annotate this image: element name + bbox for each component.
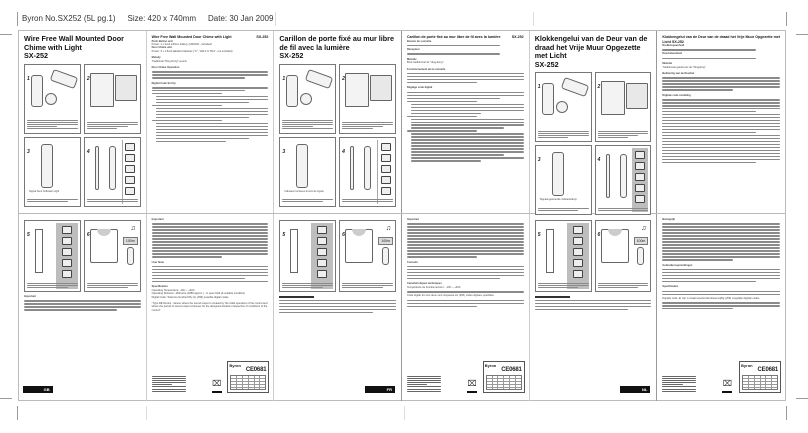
body-text — [152, 223, 269, 257]
body-text — [152, 266, 269, 282]
figure-number: 6 — [597, 232, 601, 238]
figure-caption-label: Signaal gestuurde indicatorlamp — [539, 198, 577, 201]
figure-5 — [279, 220, 336, 292]
push-button-illustration — [286, 75, 298, 107]
music-note-icon: ♫ — [385, 225, 392, 232]
chime-side-illustration — [35, 229, 43, 273]
figure-2 — [595, 72, 652, 142]
chime-unit-illustration — [601, 81, 625, 115]
figure-number: 5 — [282, 232, 286, 238]
figure-grid — [24, 220, 141, 292]
chime-side-illustration — [350, 146, 354, 190]
figure-number: 2 — [86, 75, 90, 82]
figure-caption — [538, 282, 589, 289]
section-heading: User Note — [151, 260, 164, 264]
fold-mark — [533, 12, 534, 26]
panel-title: Wire Free Wall Mounted Door Chime with Light — [24, 34, 124, 52]
leaflet-sheet — [18, 30, 786, 401]
language-tag: FR — [365, 386, 395, 393]
figure-3 — [24, 137, 81, 207]
ce-mark: CE0681 — [757, 367, 779, 373]
push-button-illustration — [552, 152, 564, 196]
figure-number: 5 — [537, 232, 541, 238]
country-table — [486, 375, 522, 390]
crop-mark — [796, 34, 808, 35]
body-text — [152, 87, 269, 142]
spec-temperature: Operating Temperature: -10C ~ +40C — [151, 288, 195, 292]
panel-title: Carillon de porte fixé au mur libre de fil avec la lumière — [407, 35, 501, 39]
section-heading: Melody — [151, 56, 161, 60]
crop-mark — [786, 12, 787, 26]
section-heading: Bediening van de Deurbel — [662, 72, 695, 75]
figure-2 — [339, 64, 396, 134]
push-button-illustration — [31, 75, 43, 107]
section-heading: Mélodie — [407, 57, 417, 61]
section-heading: Réglage code digital — [407, 86, 433, 90]
figure-caption — [87, 121, 138, 130]
figure-2 — [84, 64, 141, 134]
push-button-illustration — [637, 247, 644, 265]
range-indicator: 100m — [378, 237, 393, 245]
spec-digital-code: Digital Code: Total two hundred fifty six (256) possible digital codes — [151, 295, 229, 299]
rating-label — [227, 361, 269, 393]
weee-bin-icon: ⌧ — [212, 379, 222, 393]
panel-en-text — [147, 31, 275, 213]
panel-fr-text — [402, 31, 530, 213]
doc-id: Byron No.SX252 (5L pg.1) — [22, 14, 116, 23]
body-text — [407, 92, 524, 162]
panel-nl-back — [530, 214, 658, 401]
section-heading — [279, 296, 314, 298]
coin-battery-illustration — [556, 101, 568, 113]
leaflet-top-row — [19, 31, 785, 214]
body-text — [407, 300, 524, 307]
section-heading: Deurbeleunheid — [662, 52, 682, 56]
panel-nl-back-text — [657, 214, 785, 401]
figure-caption — [282, 282, 333, 289]
model-number: SX-252 — [511, 35, 524, 39]
figure-grid — [535, 220, 652, 292]
bracket-illustration — [364, 146, 371, 190]
body-text — [152, 71, 269, 78]
section-heading: Digital Code Set Up — [151, 81, 176, 85]
push-button-illustration — [127, 247, 134, 265]
body-text — [407, 223, 524, 257]
section-heading: Important — [24, 295, 36, 298]
model-number: SX-252 — [279, 51, 304, 60]
fold-mark — [404, 406, 405, 420]
push-button-illustration — [296, 144, 308, 188]
melody-text: Bruit traditionnel de "ding-dong". — [407, 61, 445, 65]
figure-1 — [535, 72, 592, 142]
figure-number: 5 — [27, 232, 30, 238]
section-heading: Door Chime Operation — [151, 65, 180, 69]
battery-cover-illustration — [305, 68, 334, 88]
figure-caption — [538, 130, 589, 139]
door-chime-power: Power: 3 x 1.5volt alkaline batteries ("C", 'LR14' & 'R14' - not included) — [151, 49, 233, 53]
figure-number: 4 — [597, 157, 601, 163]
fold-mark — [146, 406, 147, 420]
model-number: SX-252 — [24, 51, 48, 60]
section-heading: Gebruikersopmerkingen — [662, 263, 693, 267]
section-heading: Melodie — [662, 62, 673, 66]
crop-mark — [786, 406, 787, 420]
spec-digital-code: Digitale code: Er zijn in totaal tweehonderdzesenvijftig (256) mogelijke digitale codes — [662, 296, 760, 300]
bracket-illustration — [109, 146, 116, 190]
section-heading: Specification — [151, 285, 168, 289]
figure-caption — [598, 207, 649, 212]
panel-title: Klokkengelui van de Deur van de draad het Vrije Muur Opgezette met Licht SX-252 — [662, 35, 780, 44]
figure-6 — [339, 220, 396, 292]
push-button-illustration — [542, 83, 554, 115]
model-number: SX-252 — [256, 35, 269, 39]
fold-mark — [275, 12, 276, 26]
doc-size: Size: 420 x 740mm — [127, 14, 197, 23]
figure-4 — [339, 137, 396, 207]
section-heading: Important — [151, 218, 164, 221]
section-heading: Conseils — [407, 260, 418, 264]
figure-grid — [24, 64, 141, 207]
panel-en-cover — [19, 31, 147, 213]
push-button-illustration — [382, 247, 389, 265]
coin-battery-illustration — [45, 93, 57, 105]
range-indicator: 100m — [634, 237, 649, 245]
crop-mark — [0, 34, 12, 35]
battery-compartment-illustration — [370, 75, 392, 101]
body-text — [407, 73, 524, 83]
battery-cover-illustration — [560, 77, 589, 97]
crop-mark — [17, 406, 18, 420]
body-text — [407, 266, 524, 279]
chime-side-illustration — [95, 146, 99, 190]
body-text — [407, 53, 524, 54]
jumper-settings-strip — [632, 148, 648, 212]
panel-title: Klokkengelui van de Deur van de draad het Vrije Muur Opgezette met Licht — [534, 34, 648, 60]
language-tag: GB — [23, 386, 53, 393]
figure-3 — [535, 145, 592, 215]
music-note-icon: ♫ — [641, 225, 647, 232]
section-heading: Push Button unit — [151, 39, 173, 43]
figure-caption-label: Signal Sent Indicator Light — [29, 189, 60, 193]
figure-number: 2 — [342, 75, 345, 82]
figure-caption — [282, 198, 333, 203]
crop-mark — [0, 398, 12, 399]
coin-battery-illustration — [300, 93, 312, 105]
figure-6 — [84, 220, 141, 292]
figure-caption — [282, 119, 333, 131]
rating-label — [483, 361, 525, 393]
rating-label — [739, 361, 781, 393]
figure-number: 3 — [282, 148, 286, 155]
brand-logo: Byron — [484, 363, 497, 368]
manufacturer-address — [407, 374, 441, 393]
weee-bin-icon: ⌧ — [722, 379, 732, 393]
body-text — [662, 291, 780, 295]
bracket-illustration — [620, 154, 627, 198]
push-button-power: Power: 1 x 3volt Lithium battery (CR2032 - included) — [151, 42, 212, 46]
chime-side-illustration — [546, 229, 554, 273]
panel-nl-cover — [530, 31, 658, 213]
figure-caption — [342, 282, 393, 289]
figure-caption — [27, 198, 78, 203]
section-heading: Digitale code instelling — [662, 93, 691, 97]
type-re-note: "Type RE Device - device where the sound output is created by the initial operation of the control and where the period of sound output continues for the designed duration irrespective of conditions of the control" — [151, 301, 268, 312]
mounting-options-strip — [567, 223, 589, 289]
body-text — [662, 99, 780, 163]
figure-caption — [598, 282, 649, 289]
body-text — [24, 300, 141, 310]
section-heading: Door Chime unit — [151, 46, 172, 50]
model-number: SX-252 — [534, 59, 559, 69]
mounting-options-strip — [311, 223, 333, 289]
chime-side-illustration — [290, 229, 298, 273]
body-text — [662, 49, 780, 50]
figure-6 — [595, 220, 652, 292]
section-heading: Caractéristiques techniques — [407, 282, 442, 286]
manufacturer-address — [662, 374, 696, 393]
country-table — [742, 375, 778, 390]
figure-4 — [84, 137, 141, 207]
panel-title: Wire Free Wall Mounted Door Chime with Light — [151, 35, 232, 39]
figure-caption — [342, 198, 393, 203]
section-heading: Bouton de sonnette — [407, 39, 432, 43]
leaflet-bottom-row — [19, 214, 785, 401]
figure-caption — [538, 207, 589, 212]
section-heading: Belangrijk — [662, 218, 675, 221]
figure-5 — [535, 220, 592, 292]
figure-1 — [24, 64, 81, 134]
chime-side-illustration — [606, 154, 610, 198]
range-indicator: 100m — [123, 237, 138, 245]
figure-caption — [87, 282, 138, 289]
brand-logo: Byron — [229, 363, 241, 368]
jumper-settings-strip — [377, 140, 393, 204]
figure-number: 6 — [86, 232, 90, 238]
body-text — [662, 269, 780, 282]
figure-number: 1 — [27, 75, 30, 82]
brand-logo: Byron — [741, 363, 753, 368]
figure-number: 6 — [342, 232, 345, 238]
ce-mark: CE0681 — [245, 367, 267, 373]
figure-grid — [279, 64, 396, 207]
panel-fr-back — [274, 214, 402, 401]
battery-cover-illustration — [50, 68, 79, 88]
ce-mark: CE0681 — [501, 367, 522, 373]
push-button-illustration — [41, 144, 53, 188]
battery-compartment-illustration — [115, 75, 137, 101]
melody-text: Traditional "Ding Dong" sound. — [151, 59, 188, 63]
panel-fr-back-text — [402, 214, 530, 401]
melody-text: Traditioneel geluid van de "Dingdong". — [662, 65, 707, 69]
body-text — [407, 291, 524, 292]
figure-number: 4 — [86, 148, 90, 155]
figure-number: 3 — [27, 148, 30, 155]
spec-distance: Operating Distance: 100metre (328ft approx.) - in open field (& suitable condition) — [151, 292, 246, 296]
figure-caption — [342, 121, 393, 130]
figure-5 — [24, 220, 81, 292]
section-heading: Fonctionnement de la sonnette — [407, 67, 446, 71]
figure-caption — [27, 282, 78, 289]
section-heading: Drukknopeenheid — [662, 44, 685, 47]
country-table — [230, 375, 266, 390]
panel-en-back-text — [43, 214, 275, 401]
figure-grid — [279, 220, 396, 292]
panel-fr-cover — [274, 31, 402, 213]
figure-number: 1 — [282, 75, 286, 82]
figure-number: 1 — [537, 84, 541, 90]
music-note-icon: ♫ — [130, 225, 136, 232]
doc-date: Date: 30 Jan 2009 — [208, 14, 274, 23]
figure-grid — [535, 72, 652, 215]
figure-1 — [279, 64, 336, 134]
body-text — [662, 77, 780, 90]
section-heading: Important — [407, 218, 419, 221]
spec-digital-code: Code digital: En tout deux cent cinquante six (256) codes digitaux possibles — [407, 294, 494, 298]
figure-caption — [87, 198, 138, 203]
spec-temperature: Température de fonctionnement : -10C ~ +40C — [407, 285, 461, 289]
manufacturer-address — [152, 374, 186, 393]
section-heading — [535, 296, 570, 298]
figure-3 — [279, 137, 336, 207]
document-header — [22, 14, 273, 23]
panel-nl-text — [657, 31, 785, 213]
body-text — [279, 300, 396, 313]
figure-number: 3 — [537, 157, 541, 163]
chime-unit-illustration — [90, 73, 114, 107]
body-text — [662, 302, 780, 309]
weee-bin-icon: ⌧ — [467, 379, 477, 393]
section-heading: Specificaties — [662, 285, 679, 289]
figure-caption — [598, 130, 649, 139]
body-text — [662, 223, 780, 260]
body-text — [662, 58, 780, 59]
body-text — [407, 45, 524, 46]
figure-number: 4 — [342, 148, 345, 155]
battery-compartment-illustration — [626, 83, 648, 109]
crop-mark — [796, 398, 808, 399]
figure-number: 2 — [597, 84, 601, 90]
language-tag: NL — [620, 386, 650, 393]
body-text — [535, 300, 652, 310]
section-heading: Récepteur — [407, 47, 420, 51]
panel-title: Carillon de porte fixé au mur libre de fil avec la lumière — [279, 34, 394, 52]
chime-unit-illustration — [345, 73, 369, 107]
figure-caption-label: Indicateur lumineux d'envoi de signal — [284, 189, 324, 193]
panel-en-back — [19, 214, 147, 401]
jumper-settings-strip — [122, 140, 138, 204]
figure-caption — [27, 119, 78, 131]
figure-4 — [595, 145, 652, 215]
mounting-options-strip — [56, 223, 78, 289]
crop-mark — [17, 12, 18, 26]
